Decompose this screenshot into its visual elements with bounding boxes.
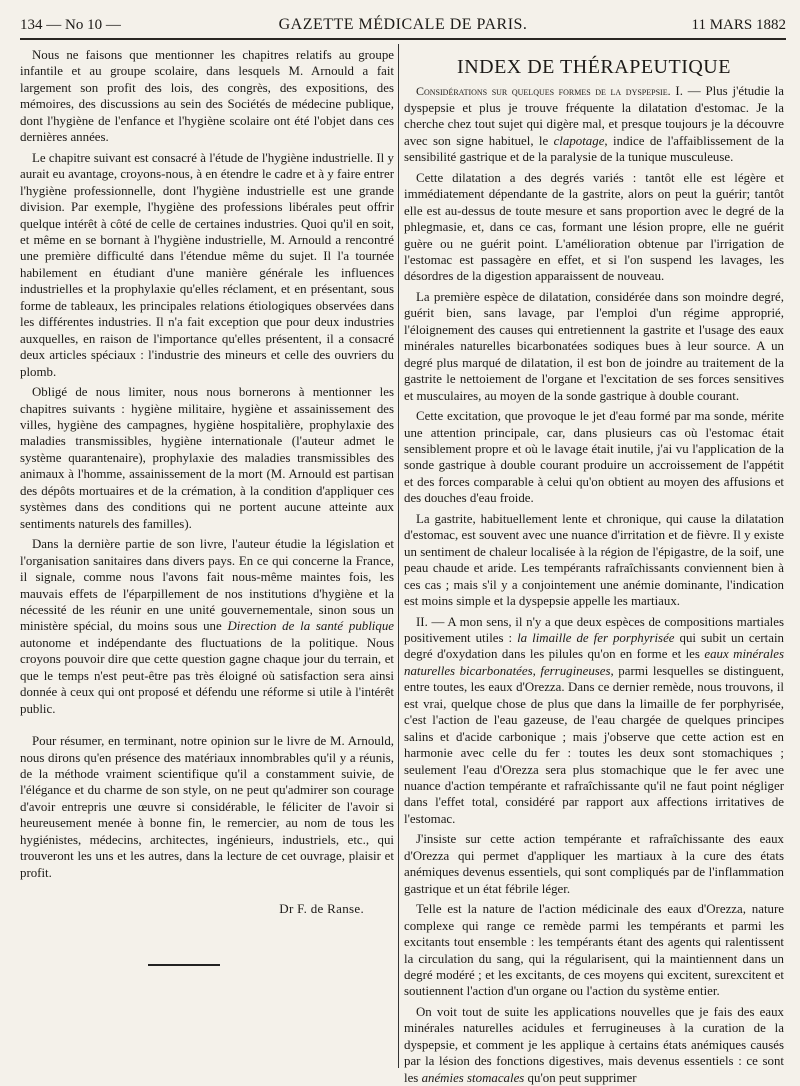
right-column bbox=[404, 47, 785, 1085]
paragraph: Cette excitation, que provoque le jet d'eau formé par ma sonde, mérite une attention principale, car, dans plusieurs cas où l'estomac était sensiblement propre et où le lavage était inutile, j'ai vu l'application de la sonde gastrique à double courant produire un accroissement de l'appétit et des forces comparable à celui qu'on obtient au moyen des affusions et des douches d'eau froide. bbox=[404, 409, 784, 506]
issue-date: 11 MARS 1882 bbox=[691, 16, 786, 33]
paragraph: Nous ne faisons que mentionner les chapitres relatifs au groupe infantile et au groupe scolaire, dans lesquels M. Arnould a fait largement son profit des lois, des congrès, des expositions, des mémoires, des discussions au sein des Sociétés de médecine publique, dont l'hygiène de l'enfance et l'hygiène scolaire ont été l'objet dans ces dernières années. bbox=[20, 48, 394, 145]
end-rule bbox=[148, 964, 220, 966]
paragraph: Le chapitre suivant est consacré à l'étude de l'hygiène industrielle. Il y aurait eu avantage, croyons-nous, à en étendre le cadre et à y faire entrer l'hygiène professionnelle, dont l'hygiène industrielle est une grande division. Par exemple, l'hygiène des professions libérales peut offrir quelque intérêt à côté de celle de certaines industries. Quoi qu'il en soit, et même en se bornant à l'hygiène industrielle, M. Arnould a rencontré une première difficulté dans l'étendue même du sujet. Il l'a tournée habilement en étudiant d'une manière générale les influences industrielles et la prophylaxie qu'elles réclament, et en présentant, sous forme de tableaux, les principales relations étiologiques observées dans les différentes industries. Il n'a fait exception que pour deux industries auxquelles, en raison de l'importance qu'elles présentent, il a consacré deux articles spéciaux : l'industrie des mineurs et celle des ouvriers du plomb. bbox=[20, 150, 394, 379]
emphasis: anémies stomacales bbox=[421, 1070, 525, 1085]
journal-title: GAZETTE MÉDICALE DE PARIS. bbox=[278, 16, 528, 33]
paragraph: La gastrite, habituellement lente et chronique, qui cause la dilatation d'estomac, est souvent avec une nuance d'irritation et de fièvre. Il y existe un sentiment de chaleur localisée à la région de l'épigastre, de la soif, une peau chaude et aride. Les tempérants rafraîchissants conviennent bien à ces cas ; mais s'il y a conjointement une anémie dominante, l'indication est moins simple et la dyspepsie appelle les martiaux. bbox=[404, 511, 784, 609]
column-divider bbox=[398, 44, 399, 1068]
paragraph: II. — A mon sens, il n'y a que deux espèces de compositions martiales positivement utiles : la limaille de fer porphyrisée qui subit un certain degré d'oxydation dans les pilules qu'on en forme et les eaux minérales naturelles bicarbonatées, ferrugineuses, parmi lesquelles se distinguent, entre toutes, les eaux d'Orezza. Dans ce dernier remède, nous trouvons, il est vrai, quelque chose de plus que dans la limaille de fer porphyrisée, c'est l'action de l'eau gazeuse, de l'eau chargée de quelques principes salins et d'acide carbonique ; mais j'observe que cette action est en harmonie avec celle du fer : toutes les deux sont stomachiques ; seulement l'eau d'Orezza sera plus stomachique que le fer avec une nuance d'action tempérante et rafraîchissante qu'il ne faut point négliger dans l'effet total, considéré par rapport aux affections irritatives de l'estomac. bbox=[404, 614, 784, 826]
paragraph: Pour résumer, en terminant, notre opinion sur le livre de M. Arnould, nous dirons qu'en présence des matériaux innombrables qu'il y a réunis, de la méthode vraiment scientifique qu'il a constamment suivie, de l'élégance et du charme de son style, on ne peut qu'admirer son courage d'avoir entrepris une œuvre si considérable, le féliciter de l'avoir si heureusement menée à bonne fin, le remercier, au nom de tous les hygiénistes, médecins, architectes, ingénieurs, industriels, etc., qui trouveront les uns et les autres, dans la lecture de cet ouvrage, plaisir et profit. bbox=[20, 734, 394, 880]
paragraph: Obligé de nous limiter, nous nous bornerons à mentionner les chapitres suivants : hygiène militaire, hygiène et assainissement des villes, hygiène des campagnes, hygiène hospitalière, prophylaxie des maladies transmissibles, hygiène internationale (l'auteur admet le système quarantenaire), prophylaxie des maladies transmissibles des animaux à l'homme, assainissement de la mort (M. Arnould est partisan des dépôts mortuaires et de la crémation, à la condition d'appliquer ces systèmes dans des conditions qui ne portent aucune atteinte aux sentiments naturels des familles). bbox=[20, 385, 394, 531]
page-header bbox=[20, 12, 786, 40]
paragraph: Cette dilatation a des degrés variés : tantôt elle est légère et immédiatement dépendante de la gastrite, alors on peut la guérir; tantôt elle est au-dessus de toute mesure et sans proportion avec le degré de la phlegmasie, et, dans ce cas, formant une lésion propre, elle ne guérit guère ou ne guérit point. L'amélioration obtenue par l'irrigation de l'estomac est passagère en effet, et si l'on suspend les lavages, les désordres de la digestion apparaissent de nouveau. bbox=[404, 170, 784, 284]
emphasis: la limaille de fer porphyrisée bbox=[517, 630, 675, 645]
lead-in: Considérations sur quelques formes de la dyspepsie. bbox=[416, 84, 671, 99]
paragraph: La première espèce de dilatation, considérée dans son moindre degré, guérit bien, sans lavage, par l'emploi d'un régime approprié, l'éloignement des causes qui entretiennent la gastrite et l'usage des eaux minérales naturelles bicarbonatées sodiques bues à leur source. A un degré plus marqué de dilatation, il est bon de joindre au traitement de la gastrite le nettoiement de l'organe et l'excitation de ses forces sensitives et musculaires, au moyen de la sonde gastrique à double courant. bbox=[404, 289, 784, 403]
author-signature: Dr F. de Ranse. bbox=[279, 901, 364, 917]
paragraph: Considérations sur quelques formes de la dyspepsie. I. — Plus j'étudie la dyspepsie et plus je trouve fréquente la dilatation d'estomac. Je la cherche chez tout sujet qui digère mal, et presque toujours je la découvre avec son signe habituel, le clapotage, indice de l'affaiblissement de la sensibilité gastrique et de la paralysie de la tunique musculeuse. bbox=[404, 84, 785, 165]
paragraph: Dans la dernière partie de son livre, l'auteur étudie la législation et l'organisation sanitaires dans divers pays. En ce qui concerne la France, il signale, comme nous l'avons fait nous-même maintes fois, les mauvais effets de l'éparpillement de nos institutions d'hygiène et la nécessité de les réunir en une unité gouvernementale, sinon sous un ministère spécial, du moins sous une Direction de la santé publique autonome et indépendante des fluctuations de la politique. Nous croyons pouvoir dire que cette question gagne chaque jour du terrain, et que le temps n'est peut-être pas très éloigné où satisfaction sera ainsi donnée à ceux qui ont proposé et défendu une réforme si utile à l'intérêt public. bbox=[20, 537, 394, 716]
emphasis: clapotage bbox=[553, 133, 605, 148]
emphasis: eaux minérales naturelles bicarbonatées, ferrugineuses, bbox=[404, 647, 784, 678]
paragraph: On voit tout de suite les applications nouvelles que je fais des eaux minérales naturelles acidules et ferrugineuses à la curation de la dyspepsie, et comment je les applique à certains états anémiques causés par la lésion des fonctions digestives, mais devenus essentiels : ce sont les anémies stomacales qu'on peut supprimer bbox=[404, 1004, 784, 1085]
paragraph: Telle est la nature de l'action médicinale des eaux d'Orezza, nature complexe qui range ce remède parmi les tempérants et parmi les excitants tout ensemble : les tempérants étant des agents qui ralentissent la circulation du sang, qui la régularisent, qui la maintiennent dans un degré modéré ; et les excitants, de ces moyens qui excitent, surexcitent et soutiennent l'action d'un organe ou l'action du système entier. bbox=[404, 902, 784, 999]
emphasis: Direction de la santé publique bbox=[227, 619, 394, 634]
left-column bbox=[20, 47, 394, 1072]
section-title: INDEX DE THÉRAPEUTIQUE bbox=[457, 56, 731, 78]
paragraph: J'insiste sur cette action tempérante et rafraîchissante des eaux d'Orezza qui permet d'appliquer les martiaux à la cure des états anémiques devenus essentiels, qui sont compliqués par de l'inflammation gastrique et un état fébrile léger. bbox=[404, 832, 784, 896]
page-number: 134 — No 10 — bbox=[20, 16, 121, 33]
